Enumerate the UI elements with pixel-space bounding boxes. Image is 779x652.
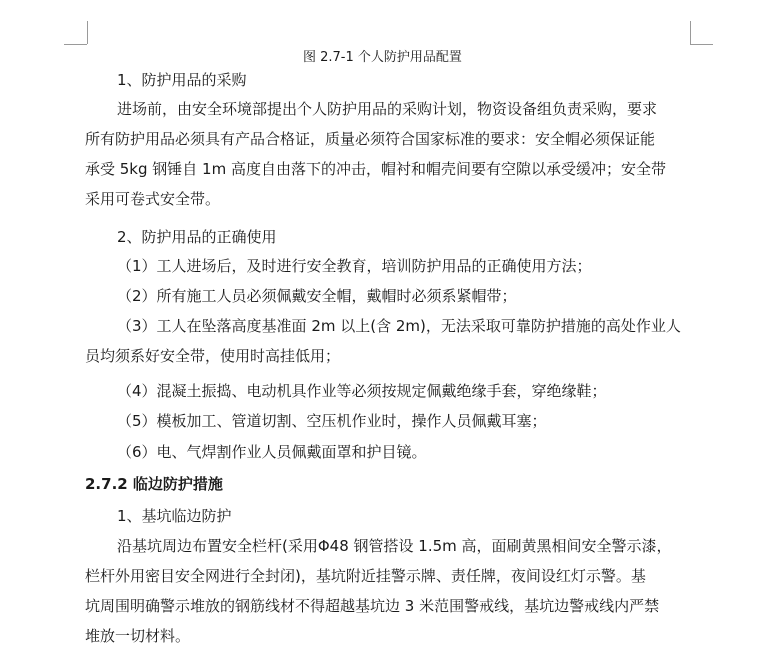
crop-mark-top-right-horizontal	[690, 44, 713, 45]
paragraph-line: 堆放一切材料。	[85, 627, 191, 645]
list-item: （1）工人进场后，及时进行安全教育，培训防护用品的正确使用方法；	[117, 257, 592, 275]
paragraph-line: 坑周围明确警示堆放的钢筋线材不得超越基坑边 3 米范围警戒线，基坑边警戒线内严禁	[85, 597, 660, 615]
list-item: （6）电、气焊割作业人员佩戴面罩和护目镜。	[117, 443, 427, 461]
list-item: （3）工人在坠落高度基准面 2m 以上(含 2m)，无法采取可靠防护措施的高处作业人	[117, 317, 681, 335]
list-item: （4）混凝土振捣、电动机具作业等必须按规定佩戴绝缘手套，穿绝缘鞋；	[117, 382, 607, 400]
paragraph-line: 承受 5kg 钢锤自 1m 高度自由落下的冲击，帽衬和帽壳间要有空隙以承受缓冲；安全带	[85, 160, 666, 178]
list-item: （2）所有施工人员必须佩戴安全帽，戴帽时必须系紧帽带；	[117, 287, 517, 305]
paragraph-line: 栏杆外用密目安全网进行全封闭)，基坑附近挂警示牌、责任牌，夜间设红灯示警。基	[85, 567, 646, 585]
paragraph-line: 进场前，由安全环境部提出个人防护用品的采购计划，物资设备组负责采购，要求	[117, 100, 658, 118]
crop-mark-top-left-vertical	[87, 21, 88, 44]
section-title-procurement: 1、防护用品的采购	[117, 71, 247, 89]
section-title-pit-edge: 1、基坑临边防护	[117, 507, 232, 525]
paragraph-line: 沿基坑周边布置安全栏杆(采用Φ48 钢管搭设 1.5m 高，面刷黄黑相间安全警示漆，	[117, 537, 672, 555]
section-heading-2-7-2: 2.7.2 临边防护措施	[85, 475, 223, 493]
crop-mark-top-left-horizontal	[64, 44, 87, 45]
section-title-correct-use: 2、防护用品的正确使用	[117, 228, 277, 246]
paragraph-line: 采用可卷式安全带。	[85, 190, 221, 208]
list-item-continuation: 员均须系好安全带，使用时高挂低用；	[85, 347, 341, 365]
figure-caption: 图 2.7-1 个人防护用品配置	[303, 50, 462, 65]
list-item: （5）模板加工、管道切割、空压机作业时，操作人员佩戴耳塞；	[117, 412, 547, 430]
paragraph-line: 所有防护用品必须具有产品合格证，质量必须符合国家标准的要求：安全帽必须保证能	[85, 130, 656, 148]
crop-mark-top-right-vertical	[690, 21, 691, 44]
